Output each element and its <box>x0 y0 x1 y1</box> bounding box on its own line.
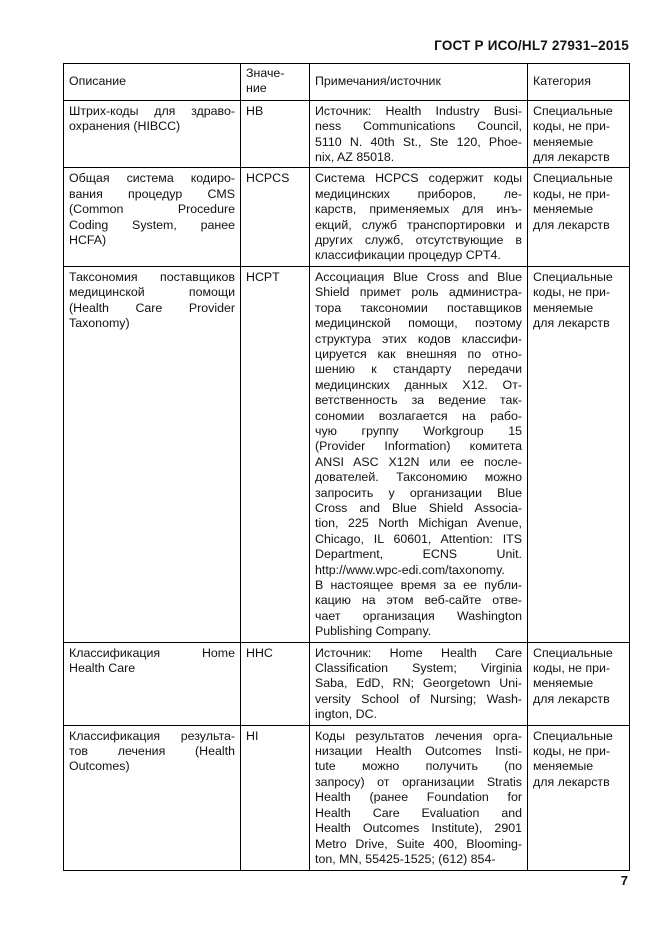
text-line: tute можно получить (по <box>315 759 522 774</box>
cell-notes <box>310 266 528 642</box>
text-line: Система HCPCS содержит коды <box>315 171 522 186</box>
text-line: ington, DC. <box>315 707 377 722</box>
text-line: HHC <box>246 645 273 660</box>
text-line: цируется как внешняя по отно- <box>315 346 522 361</box>
text-line: тора таксономии поставщиков <box>315 300 522 315</box>
table-row <box>64 266 630 642</box>
text-line: для лекарств <box>533 691 610 706</box>
text-line: (Common Procedure <box>69 202 235 217</box>
text-line: низации Health Outcomes Insti- <box>315 744 522 759</box>
text-line: классификации процедур CPT4. <box>315 248 501 263</box>
text-line: (Provider Information) комитета <box>315 439 522 454</box>
text-line: медицинских приборов, ле- <box>315 186 522 201</box>
text-line: медицинской помощи, поэтому <box>315 316 522 331</box>
text-line: шению к стандарту передачи <box>315 362 522 377</box>
text-line: меняемые <box>533 759 594 774</box>
text-line: Общая система кодиро- <box>69 171 235 186</box>
text-line: Штрих-коды для здраво- <box>69 103 235 118</box>
cell-description <box>64 168 241 266</box>
cell-description <box>64 725 241 870</box>
text-line: вания процедур CMS <box>69 186 235 201</box>
text-line: Источник: Health Industry Busi- <box>315 103 522 118</box>
text-line: HB <box>246 103 264 118</box>
text-line: для лекарств <box>533 150 610 165</box>
table-row <box>64 642 630 725</box>
text-line: чую группу Workgroup 15 <box>315 423 522 438</box>
text-line: Health Care <box>69 661 136 676</box>
text-line: меняемые <box>533 300 594 315</box>
text-line: медицинской помощи <box>69 285 235 300</box>
text-line: Специальные <box>533 645 613 660</box>
text-line: тов лечения (Health <box>69 744 235 759</box>
text-line: http://www.wpc-edi.com/taxonomy. <box>315 562 505 577</box>
text-line: кацию на этом веб-сайте отве- <box>315 593 522 608</box>
text-line: Health Outcomes Institute), 2901 <box>315 821 522 836</box>
text-line: ness Communications Council, <box>315 119 522 134</box>
text-line: коды, не при- <box>533 661 611 676</box>
text-line: Health (ранее Foundation for <box>315 790 522 805</box>
cell-description <box>64 642 241 725</box>
text-line: Специальные <box>533 728 613 743</box>
column-header-category: Категория <box>528 64 630 101</box>
text-line: nix, AZ 85018. <box>315 150 395 165</box>
text-line: Health Care Evaluation and <box>315 805 522 820</box>
text-line: коды, не при- <box>533 285 611 300</box>
text-line: В настоящее время за ее публи- <box>315 578 522 592</box>
page-number: 7 <box>620 873 628 888</box>
text-line: 5110 N. 40th St., Ste 120, Phoe- <box>315 134 522 149</box>
text-line: Специальные <box>533 103 613 118</box>
text-line: Chicago, IL 60601, Attention: ITS <box>315 531 522 546</box>
cell-category <box>528 725 630 870</box>
text-line: сономии возлагается на рабо- <box>315 408 522 423</box>
text-line: HCPT <box>246 269 280 284</box>
cell-notes <box>310 100 528 168</box>
cell-notes <box>310 168 528 266</box>
text-line: Специальные <box>533 269 613 284</box>
text-line: медицинских данных X12. От- <box>315 377 522 392</box>
table-row <box>64 100 630 168</box>
cell-description <box>64 266 241 642</box>
text-line: Metro Drive, Suite 400, Blooming- <box>315 836 522 851</box>
text-line: HI <box>246 728 259 743</box>
cell-notes <box>310 725 528 870</box>
text-line: дователей. Таксономию можно <box>315 470 522 485</box>
cell-category <box>528 168 630 266</box>
text-line: Outcomes) <box>69 759 130 774</box>
text-line: Saba, EdD, RN; Georgetown Uni- <box>315 676 522 691</box>
codes-table <box>63 63 630 871</box>
text-line: запросить у организации Blue <box>315 485 522 500</box>
text-line: Cross and Blue Shield Associa- <box>315 500 522 515</box>
table-row <box>64 168 630 266</box>
text-line: меняемые <box>533 202 594 217</box>
cell-category <box>528 642 630 725</box>
column-header-value-text <box>246 66 304 97</box>
text-line: ветственность за ведение так- <box>315 393 522 408</box>
text-line: коды, не при- <box>533 744 611 759</box>
text-line: Источник: Home Health Care <box>315 645 522 660</box>
cell-value <box>241 100 310 168</box>
text-line: Department, ECNS Unit. <box>315 547 522 562</box>
text-line: HCFA) <box>69 233 107 248</box>
cell-category <box>528 266 630 642</box>
text-line: Ассоциация Blue Cross and Blue <box>315 269 522 284</box>
column-header-description: Описание <box>64 64 241 101</box>
text-line: меняемые <box>533 676 594 691</box>
text-line: для лекарств <box>533 217 610 232</box>
text-line: карств, применяемых для инъ- <box>315 202 522 217</box>
text-line: Классификация результа- <box>69 728 235 743</box>
cell-value <box>241 266 310 642</box>
text-line: запросу) от организации Stratis <box>315 774 522 789</box>
text-line: Таксономия поставщиков <box>69 269 235 284</box>
text-line: ние <box>246 81 267 96</box>
text-line: чает организация Washington <box>315 608 522 623</box>
text-line: Taxonomy) <box>69 316 130 331</box>
text-line: versity School of Nursing; Wash- <box>315 691 522 706</box>
column-header-notes: Примечания/источник <box>310 64 528 101</box>
text-line: Publishing Company. <box>315 624 432 639</box>
text-line: Classification System; Virginia <box>315 661 522 676</box>
table-header-row <box>64 64 630 101</box>
cell-value <box>241 168 310 266</box>
cell-category <box>528 100 630 168</box>
text-line: екций, служб транспортировки и <box>315 217 522 232</box>
document-header: ГОСТ Р ИСО/HL7 27931–2015 <box>434 38 629 53</box>
column-header-value <box>241 64 310 101</box>
text-line: охранения (HIBCC) <box>69 119 181 134</box>
text-line: других служб, отсутствующие в <box>315 233 522 248</box>
cell-description <box>64 100 241 168</box>
text-line: для лекарств <box>533 316 610 331</box>
text-line: Значе- <box>246 66 285 80</box>
text-line: коды, не при- <box>533 186 611 201</box>
text-line: ANSI ASC X12N или ее после- <box>315 454 522 469</box>
text-line: Коды результатов лечения орга- <box>315 728 522 743</box>
text-line: ton, MN, 55425-1525; (612) 854- <box>315 851 496 866</box>
text-line: HCPCS <box>246 171 290 186</box>
text-line: для лекарств <box>533 774 610 789</box>
text-line: Специальные <box>533 171 613 186</box>
text-line: Классификация Home <box>69 645 235 660</box>
text-line: коды, не при- <box>533 119 611 134</box>
cell-value <box>241 725 310 870</box>
text-line: tion, 225 North Michigan Avenue, <box>315 516 522 531</box>
text-line: структура этих кодов классифи- <box>315 331 522 346</box>
text-line: (Health Care Provider <box>69 300 235 315</box>
text-line: Shield примет роль администра- <box>315 285 522 300</box>
cell-value <box>241 642 310 725</box>
cell-notes <box>310 642 528 725</box>
table-row <box>64 725 630 870</box>
text-line: Coding System, ранее <box>69 217 235 232</box>
text-line: меняемые <box>533 134 594 149</box>
